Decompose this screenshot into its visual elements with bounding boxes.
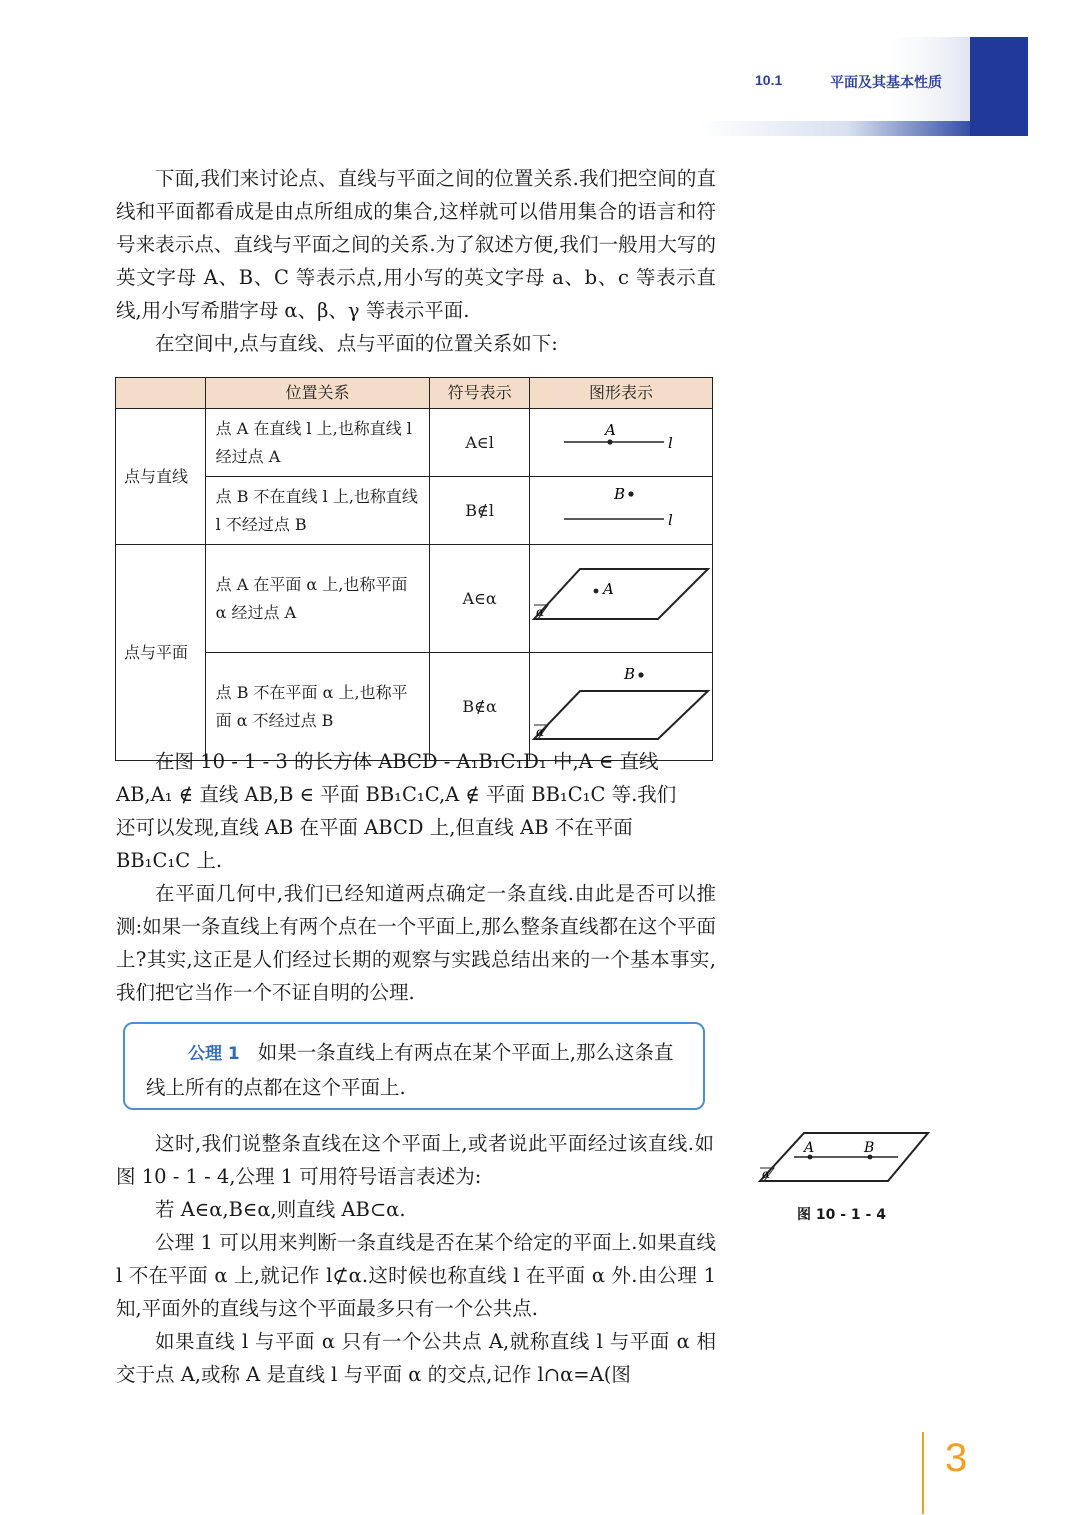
body-paragraph-3 — [116, 745, 716, 877]
body-paragraph-4: 在平面几何中,我们已经知道两点确定一条直线.由此是否可以推测:如果一条直线上有两个点在一个平面上,那么整条直线都在这个平面上?其实,这正是人们经过长期的观察与实践总结出来的一个基本事实,我们把它当作一个不证自明的公理. — [116, 882, 716, 1004]
group-point-plane: 点与平面 — [116, 545, 206, 761]
point-a-label: A — [602, 580, 614, 598]
intro-paragraph-2: 在空间中,点与直线、点与平面的位置关系如下: — [155, 332, 558, 355]
axiom-content — [146, 1036, 691, 1104]
symbol-text: A∈l — [430, 409, 530, 477]
section-title: 平面及其基本性质 — [830, 75, 942, 91]
p3-line-3: 还可以发现,直线 AB 在平面 ABCD 上,但直线 AB 不在平面 — [116, 816, 633, 839]
plane-parallelogram — [534, 691, 708, 739]
group-point-line: 点与直线 — [116, 409, 206, 545]
table-header-empty — [116, 378, 206, 409]
line-in-plane-figure — [758, 1128, 934, 1186]
table-header-symbol: 符号表示 — [430, 378, 530, 409]
page-number-rule — [922, 1432, 924, 1514]
relation-text: 点 A 在平面 α 上,也称平面 α 经过点 A — [205, 545, 430, 653]
axiom-label: 公理 1 — [188, 1044, 240, 1064]
figure-cell — [529, 409, 712, 477]
line-l-label: l — [667, 511, 673, 529]
point-a-dot — [594, 589, 599, 594]
figure-cell — [529, 545, 712, 653]
point-off-plane-figure — [530, 653, 712, 751]
point-a-label: A — [804, 1140, 815, 1156]
page-number: 3 — [945, 1436, 968, 1480]
intro-paragraph-1: 下面,我们来讨论点、直线与平面之间的位置关系.我们把空间的直线和平面都看成是由点所组成的集合,这样就可以借用集合的语言和符号来表示点、直线与平面之间的关系.为了叙述方便,我们一般用大写的英文字母 A、B、C 等表示点,用小写的英文字母 a、b、c 等表示直线,用小写希腊字母 α、β、γ 等表示平面. — [116, 167, 716, 322]
table-header-relation: 位置关系 — [205, 378, 430, 409]
figure-cell — [529, 477, 712, 545]
p3-line-2: AB,A₁ ∉ 直线 AB,B ∈ 平面 BB₁C₁C,A ∉ 平面 BB₁C₁C 等.我们 — [116, 783, 677, 806]
point-b-label: B — [623, 665, 635, 683]
plane-parallelogram — [534, 569, 708, 619]
point-b-dot — [638, 672, 643, 677]
point-on-line-figure — [530, 409, 712, 467]
plane-alpha-label: α — [535, 725, 545, 739]
point-a-dot — [607, 439, 612, 444]
body-paragraph-5: 这时,我们说整条直线在这个平面上,或者说此平面经过该直线.如图 10 - 1 - 4,公理 1 可用符号语言表述为: — [116, 1132, 714, 1188]
plane-alpha-label: α — [535, 605, 545, 619]
table-row — [116, 545, 713, 653]
axiom-text: 如果一条直线上有两点在某个平面上,那么这条直线上所有的点都在这个平面上. — [146, 1041, 674, 1099]
body-paragraph-8: 如果直线 l 与平面 α 只有一个公共点 A,就称直线 l 与平面 α 相交于点 A,或称 A 是直线 l 与平面 α 的交点,记作 l∩α=A(图 — [116, 1330, 716, 1386]
relation-text: 点 A 在直线 l 上,也称直线 l 经过点 A — [205, 409, 430, 477]
symbol-text: B∉l — [430, 477, 530, 545]
p3-line-1: 在图 10 - 1 - 3 的长方体 ABCD - A₁B₁C₁D₁ 中,A ∈ 直线 — [155, 750, 659, 773]
symbol-text: B∉α — [430, 653, 530, 761]
body-paragraph-6: 若 A∈α,B∈α,则直线 AB⊂α. — [155, 1198, 406, 1221]
point-off-line-figure — [530, 477, 712, 535]
header-blue-block — [970, 37, 1028, 136]
symbol-text: A∈α — [430, 545, 530, 653]
line-l-label: l — [667, 434, 673, 452]
plane-alpha-label: α — [762, 1167, 771, 1181]
table-row — [116, 477, 713, 545]
table-row — [116, 409, 713, 477]
relation-text: 点 B 不在直线 l 上,也称直线 l 不经过点 B — [205, 477, 430, 545]
relation-text: 点 B 不在平面 α 上,也称平面 α 不经过点 B — [205, 653, 430, 761]
figure-caption: 图 10 - 1 - 4 — [797, 1207, 886, 1223]
p3-line-4: BB₁C₁C 上. — [116, 849, 223, 872]
point-b-dot — [628, 491, 633, 496]
point-on-plane-figure — [530, 545, 712, 643]
point-a-label: A — [604, 421, 616, 439]
point-b-label: B — [613, 485, 625, 503]
section-number: 10.1 — [755, 72, 783, 88]
position-relation-table — [115, 377, 713, 761]
point-b-label: B — [864, 1140, 875, 1156]
table-header-row — [116, 378, 713, 409]
body-paragraph-7: 公理 1 可以用来判断一条直线是否在某个给定的平面上.如果直线 l 不在平面 α 上,就记作 l⊄α.这时候也称直线 l 在平面 α 外.由公理 1 知,平面外的直线与这个平面最多只有一个公共点. — [116, 1231, 716, 1320]
table-header-figure: 图形表示 — [529, 378, 712, 409]
